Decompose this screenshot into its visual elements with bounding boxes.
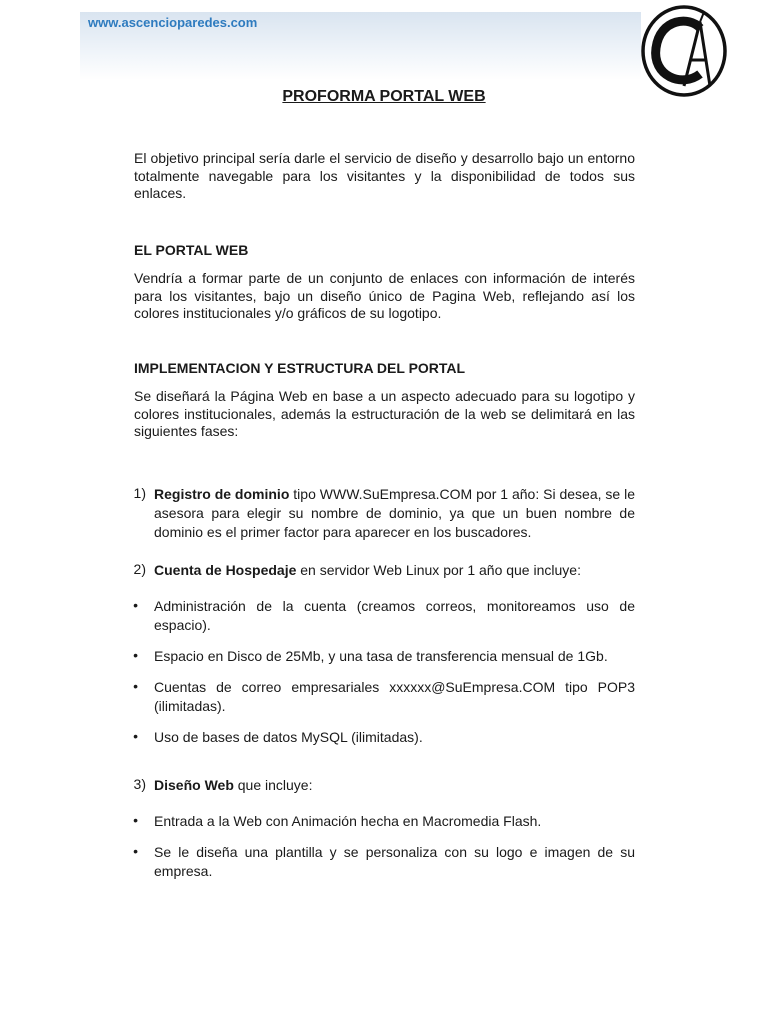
bullet-dot: • <box>133 596 138 613</box>
site-url-link[interactable]: www.ascencioparedes.com <box>88 15 258 30</box>
list-item-design <box>134 776 635 795</box>
intro-paragraph: El objetivo principal sería darle el servicio de diseño y desarrollo bajo un entorno totalmente navegable para los visitantes y la disponibilidad de todos sus enlaces. <box>134 150 635 201</box>
list-number: 2) <box>133 560 146 577</box>
bullet-text: Uso de bases de datos MySQL (ilimitadas). <box>154 728 423 745</box>
document-body <box>134 150 635 881</box>
page-cutoff <box>0 920 768 1024</box>
bullet-dot: • <box>133 727 138 744</box>
bullet-item <box>134 812 635 831</box>
section-implementation-text: Se diseñará la Página Web en base a un aspecto adecuado para su logotipo y colores institucionales, además la estructuración de la web se delimitará en las siguientes fases: <box>134 388 635 439</box>
bullet-item <box>134 678 635 716</box>
list-item-text: en servidor Web Linux por 1 año que incluye: <box>296 561 581 578</box>
bullet-text: Espacio en Disco de 25Mb, y una tasa de transferencia mensual de 1Gb. <box>154 647 608 664</box>
list-item-text: que incluye: <box>233 776 313 793</box>
bullet-item <box>134 597 635 635</box>
section-portal-text: Vendría a formar parte de un conjunto de enlaces con información de interés para los visitantes, bajo un diseño único de Pagina Web, reflejando así los colores institucionales y/o gráficos de su logotipo. <box>134 270 635 321</box>
list-item-bold: Cuenta de Hospedaje <box>154 561 297 578</box>
bullet-dot: • <box>133 842 138 859</box>
section-heading-implementation: IMPLEMENTACION Y ESTRUCTURA DEL PORTAL <box>134 359 466 376</box>
bullet-dot: • <box>133 646 138 663</box>
list-item-text: tipo WWW.SuEmpresa.COM por 1 año: Si desea, se le asesora para elegir su nombre de dominio, ya que un buen nombre de dominio es el primer factor para aparecer en los buscadores. <box>154 485 635 540</box>
bullet-dot: • <box>133 811 138 828</box>
bullet-dot: • <box>133 677 138 694</box>
bullet-item <box>134 843 635 881</box>
bullet-item <box>134 728 635 747</box>
list-number: 1) <box>133 484 146 501</box>
bullet-text: Administración de la cuenta (creamos correos, monitoreamos uso de espacio). <box>154 597 635 633</box>
list-item-hosting <box>134 561 635 580</box>
bullet-text: Entrada a la Web con Animación hecha en Macromedia Flash. <box>154 812 542 829</box>
list-item-bold: Diseño Web <box>154 776 234 793</box>
ca-logo-icon <box>638 2 730 98</box>
bullet-text: Se le diseña una plantilla y se personaliza con su logo e imagen de su empresa. <box>154 843 635 879</box>
document-title: PROFORMA PORTAL WEB <box>282 88 486 105</box>
section-heading-portal: EL PORTAL WEB <box>134 241 249 258</box>
list-item-bold: Registro de dominio <box>154 485 290 502</box>
bullet-text: Cuentas de correo empresariales xxxxxx@SuEmpresa.COM tipo POP3 (ilimitadas). <box>154 678 635 714</box>
list-number: 3) <box>133 775 146 792</box>
bullet-item <box>134 647 635 666</box>
list-item-domain <box>134 485 635 542</box>
